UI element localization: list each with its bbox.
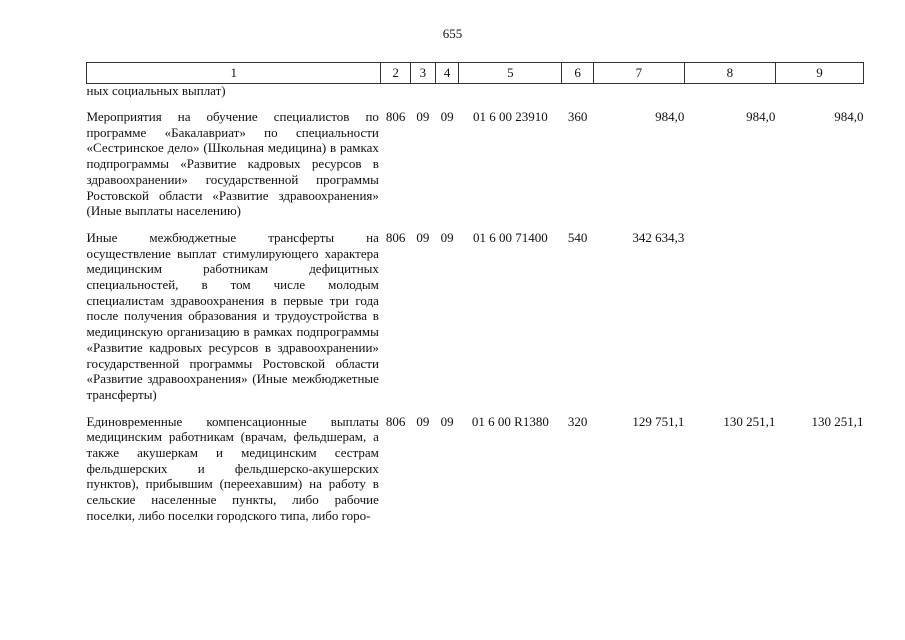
row-vr: [562, 84, 593, 99]
budget-table: [86, 62, 864, 524]
row-year-2: 130 251,1: [723, 413, 776, 429]
header-col-7: 7: [593, 63, 684, 84]
row-year-2: [684, 230, 775, 403]
row-name: Иные межбюджетные трансферты на осуществление выплат стимулирующего характера медицинским работникам дефицитных специальностей, в том числе молодым специалистам здравоохранения в первые три года после получения образования и трудоустройства в медицинскую организацию в рамках подпрограммы «Развитие кадровых ресурсов в здравоохранении» государственной программы Ростовской области «Развитие здравоохранения» (Иные межбюджетные трансферты): [86, 229, 379, 402]
row-spacer: [87, 219, 864, 230]
row-rz: 09: [416, 109, 430, 124]
row-year-2: 984,0: [746, 109, 776, 124]
row-year-3: 130 251,1: [811, 413, 864, 429]
row-name: Единовременные компенсационные выплаты медицинским работникам (врачам, фельдшерам, а также акушеркам и медицинским сестрам фельдшерских и фельдшерско-акушерских пунктов), прибывшим (переехавшим) на работу в сельские населенные пункты, либо рабочие поселки, либо поселки городского типа, либо горо-: [86, 413, 379, 523]
row-pr: 09: [440, 109, 454, 124]
row-rz: 09: [416, 413, 430, 429]
row-name: Мероприятия на обучение специалистов по программе «Бакалавриат» по специальности «Сестринское дело» (Школьная медицина) в рамках подпрограммы «Развитие кадровых ресурсов в здравоохранении» государственной программы Ростовской области «Развитие здравоохранения» (Иные выплаты населению): [86, 109, 379, 219]
row-rz: 09: [416, 229, 430, 245]
row-year-1: 984,0: [655, 109, 685, 124]
row-year-2: [684, 84, 775, 99]
row-csr: 01 6 00 23910: [473, 109, 548, 124]
header-col-4: 4: [436, 63, 459, 84]
row-year-1: 342 634,3: [632, 229, 685, 245]
row-csr: 01 6 00 R1380: [471, 413, 549, 429]
row-vr: 540: [567, 229, 588, 245]
row-pr: 09: [440, 229, 454, 245]
table-row: [87, 109, 864, 219]
row-vr: 320: [567, 413, 588, 429]
table-row: [87, 84, 864, 99]
row-name: ных социальных выплат): [86, 83, 226, 98]
row-vr: 360: [567, 109, 588, 124]
header-col-3: 3: [410, 63, 435, 84]
row-ved: 806: [385, 413, 406, 429]
row-year-1: [593, 84, 684, 99]
table-row: [87, 414, 864, 524]
row-spacer: [87, 403, 864, 414]
header-col-1: 1: [87, 63, 381, 84]
row-ved: 806: [385, 109, 406, 124]
row-year-3: [775, 230, 863, 403]
row-year-3: [775, 84, 863, 99]
row-ved: 806: [385, 229, 406, 245]
table-header-row: [87, 63, 864, 84]
row-pr: [436, 84, 459, 99]
row-csr: [459, 84, 562, 99]
page-number: 655: [442, 26, 463, 41]
header-col-8: 8: [684, 63, 775, 84]
row-spacer: [87, 98, 864, 109]
table-row: [87, 230, 864, 403]
row-csr: 01 6 00 71400: [473, 229, 548, 245]
header-col-2: 2: [381, 63, 410, 84]
row-year-1: 129 751,1: [632, 413, 685, 429]
header-col-6: 6: [562, 63, 593, 84]
row-pr: 09: [440, 413, 454, 429]
header-col-9: 9: [775, 63, 863, 84]
header-col-5: 5: [459, 63, 562, 84]
row-rz: [410, 84, 435, 99]
row-ved: [381, 84, 410, 99]
row-year-3: 984,0: [834, 109, 864, 124]
